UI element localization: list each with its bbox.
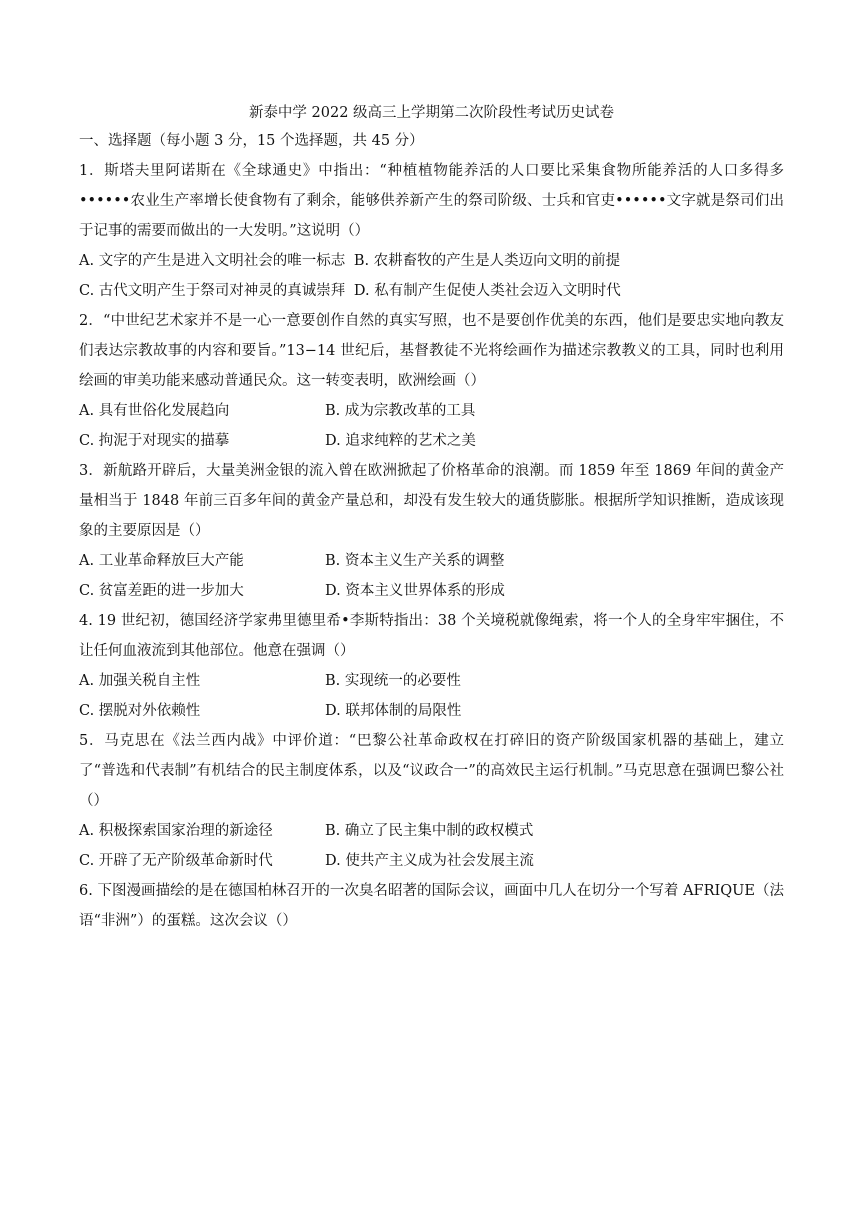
question-4: [79, 606, 784, 726]
question-6: [79, 876, 784, 936]
question-stem: 3．新航路开辟后，大量美洲金银的流入曾在欧洲掀起了价格革命的浪潮。而 1859 年至 1869 年间的黄金产量相当于 1848 年前三百多年间的黄金产量总和，却没有发生较大的通货膨胀。根据所学知识推断，造成该现象的主要原因是（）: [79, 463, 784, 539]
question-stem: 5．马克思在《法兰西内战》中评价道：“巴黎公社革命政权在打碎旧的资产阶级国家机器的基础上，建立了“普选和代表制”有机结合的民主制度体系，以及“议政合一”的高效民主运行机制。”马克思意在强调巴黎公社（）: [79, 733, 784, 809]
option-b: B. 农耕畜牧的产生是人类迈向文明的前提: [353, 253, 621, 269]
option-c: C. 拘泥于对现实的描摹: [79, 433, 230, 449]
options-line-1: [79, 246, 784, 276]
options-row-2: [79, 426, 784, 456]
options-line-2: [79, 276, 784, 306]
question-stem: 2．“中世纪艺术家并不是一心一意要创作自然的真实写照，也不是要创作优美的东西，他们是要忠实地向教友们表达宗教故事的内容和要旨。”13−14 世纪后，基督教徒不光将绘画作为描述宗教教义的工具，同时也利用绘画的审美功能来感动普通民众。这一转变表明，欧洲绘画（）: [79, 313, 784, 389]
question-3: [79, 456, 784, 606]
option-b: B. 实现统一的必要性: [325, 673, 461, 689]
option-b: B. 成为宗教改革的工具: [325, 403, 476, 419]
options-row-1: [79, 546, 784, 576]
option-c: C. 开辟了无产阶级革命新时代: [79, 853, 273, 869]
section-heading: 一、选择题（每小题 3 分，15 个选择题，共 45 分）: [79, 133, 424, 149]
option-b: B. 确立了民主集中制的政权模式: [325, 823, 534, 839]
option-c: C. 摆脱对外依赖性: [79, 703, 201, 719]
option-a: A. 加强关税自主性: [79, 673, 201, 689]
option-a: A. 具有世俗化发展趋向: [79, 403, 230, 419]
option-d: D. 联邦体制的局限性: [325, 703, 462, 719]
exam-title: 新泰中学 2022 级高三上学期第二次阶段性考试历史试卷: [248, 105, 615, 121]
options-row-2: [79, 576, 784, 606]
option-a: A. 积极探索国家治理的新途径: [79, 823, 273, 839]
options-row-1: [79, 666, 784, 696]
option-b: B. 资本主义生产关系的调整: [325, 553, 505, 569]
question-1: [79, 156, 784, 306]
option-a: A. 文字的产生是进入文明社会的唯一标志: [79, 253, 346, 269]
option-d: D. 使共产主义成为社会发展主流: [325, 853, 534, 869]
options-row-2: [79, 696, 784, 726]
option-d: D. 私有制产生促使人类社会迈入文明时代: [353, 283, 621, 299]
option-d: D. 资本主义世界体系的形成: [325, 583, 505, 599]
question-stem: 6. 下图漫画描绘的是在德国柏林召开的一次臭名昭著的国际会议，画面中几人在切分一个写着 AFRIQUE（法语“非洲”）的蛋糕。这次会议（）: [79, 883, 784, 929]
option-c: C. 古代文明产生于祭司对神灵的真诚崇拜: [79, 283, 346, 299]
question-2: [79, 306, 784, 456]
question-stem: 1．斯塔夫里阿诺斯在《全球通史》中指出：“种植植物能养活的人口要比采集食物所能养活的人口多得多••••••农业生产率增长使食物有了剩余，能够供养新产生的祭司阶级、士兵和官吏••••••文字就是祭司们出于记事的需要而做出的一大发明。”这说明（）: [79, 163, 784, 239]
option-d: D. 追求纯粹的艺术之美: [325, 433, 476, 449]
options-row-1: [79, 816, 784, 846]
options-row-1: [79, 396, 784, 426]
options-row-2: [79, 846, 784, 876]
option-a: A. 工业革命释放巨大产能: [79, 553, 244, 569]
option-c: C. 贫富差距的进一步加大: [79, 583, 244, 599]
question-5: [79, 726, 784, 876]
question-stem: 4. 19 世纪初，德国经济学家弗里德里希•李斯特指出：38 个关境税就像绳索，将一个人的全身牢牢捆住，不让任何血液流到其他部位。他意在强调（）: [79, 613, 784, 659]
